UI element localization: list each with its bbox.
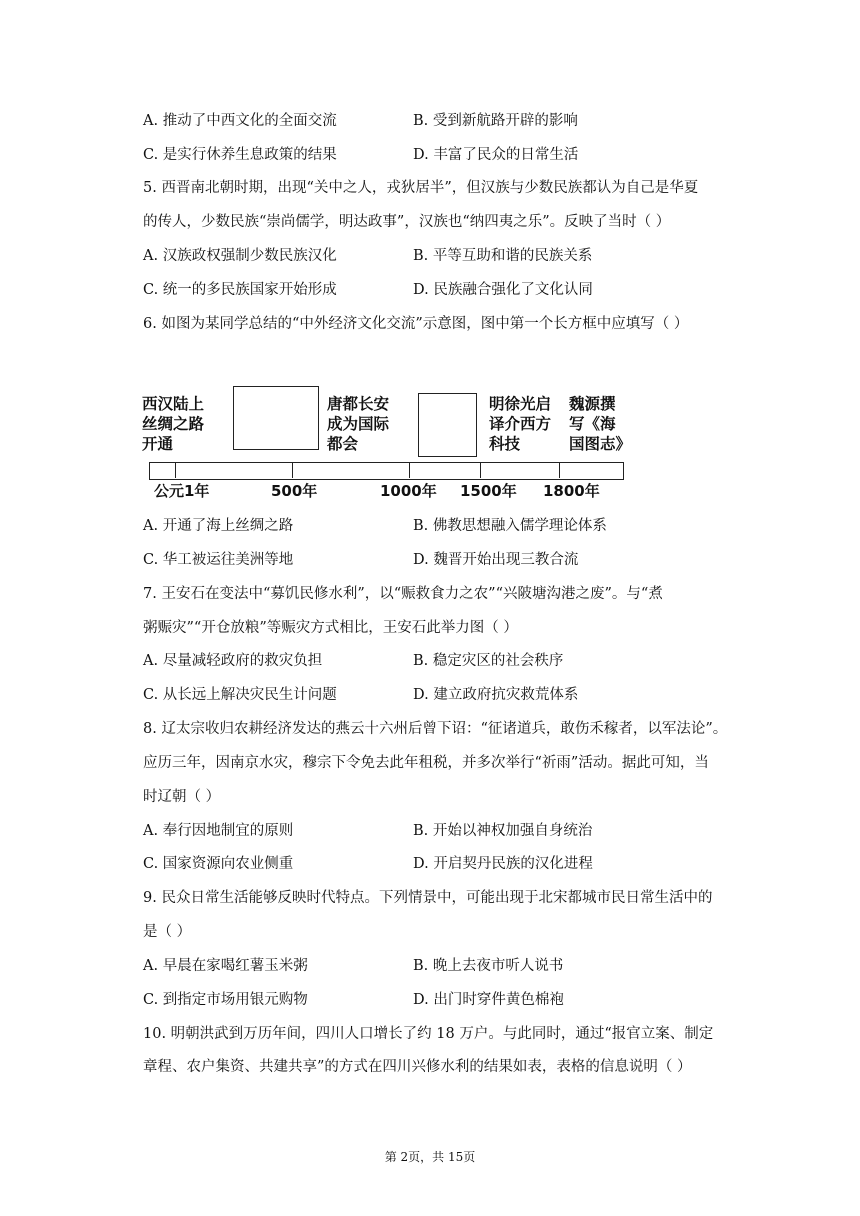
q5-option-c: C. 统一的多民族国家开始形成 xyxy=(143,282,337,298)
timeline-tick-label-500: 500年 xyxy=(271,482,318,500)
q7-option-c: C. 从长远上解决灾民生计问题 xyxy=(143,687,337,703)
q9-stem-line2: 是（ ） xyxy=(143,924,192,940)
q5-option-a: A. 汉族政权强制少数民族汉化 xyxy=(143,248,337,264)
q8-stem-line1: 8. 辽太宗收归农耕经济发达的燕云十六州后曾下诏：“征诸道兵，敢伤禾稼者，以军法论”。 xyxy=(143,721,728,737)
timeline-label-xu-guangqi: 明徐光启 译介西方 科技 xyxy=(489,395,552,453)
q8-option-c: C. 国家资源向农业侧重 xyxy=(143,856,294,872)
q8-option-a: A. 奉行因地制宜的原则 xyxy=(143,823,294,839)
timeline-tick-1000 xyxy=(409,462,410,478)
q6-option-b: B. 佛教思想融入儒学理论体系 xyxy=(413,518,607,534)
q9-option-c: C. 到指定市场用银元购物 xyxy=(143,992,308,1008)
timeline-tick-1500 xyxy=(480,462,481,478)
q7-stem-line2: 粥赈灾”“开仓放粮”等赈灾方式相比，王安石此举力图（ ） xyxy=(143,620,518,636)
timeline-label-changan: 唐都长安 成为国际 都会 xyxy=(327,395,390,453)
timeline-tick-label-1: 公元1年 xyxy=(154,482,210,500)
q6-option-a: A. 开通了海上丝绸之路 xyxy=(143,518,294,534)
blank-box-1 xyxy=(233,386,319,450)
q4-option-c: C. 是实行休养生息政策的结果 xyxy=(143,147,337,163)
timeline-tick-label-1800: 1800年 xyxy=(543,482,600,500)
q7-option-d: D. 建立政府抗灾救荒体系 xyxy=(413,687,579,703)
q4-option-d: D. 丰富了民众的日常生活 xyxy=(413,147,579,163)
q5-option-b: B. 平等互助和谐的民族关系 xyxy=(413,248,593,264)
q9-option-d: D. 出门时穿件黄色棉袍 xyxy=(413,992,564,1008)
q6-option-c: C. 华工被运往美洲等地 xyxy=(143,552,294,568)
q9-option-b: B. 晚上去夜市听人说书 xyxy=(413,958,564,974)
q10-stem-line2: 章程、农户集资、共建共享”的方式在四川兴修水利的结果如表，表格的信息说明（ ） xyxy=(143,1059,692,1075)
q6-timeline-figure xyxy=(140,386,640,506)
q4-option-a: A. 推动了中西文化的全面交流 xyxy=(143,113,337,129)
timeline-tick-label-1500: 1500年 xyxy=(460,482,517,500)
q8-option-d: D. 开启契丹民族的汉化进程 xyxy=(413,856,593,872)
q5-stem-line1: 5. 西晋南北朝时期，出现“关中之人，戎狄居半”，但汉族与少数民族都认为自己是华夏 xyxy=(143,180,699,196)
q7-option-b: B. 稳定灾区的社会秩序 xyxy=(413,653,564,669)
timeline-tick-label-1000: 1000年 xyxy=(380,482,437,500)
timeline-label-wei-yuan: 魏源撰 写《海 国图志》 xyxy=(569,395,632,453)
q5-option-d: D. 民族融合强化了文化认同 xyxy=(413,282,593,298)
q8-option-b: B. 开始以神权加强自身统治 xyxy=(413,823,593,839)
q9-stem-line1: 9. 民众日常生活能够反映时代特点。下列情景中，可能出现于北宋都城市民日常生活中的 xyxy=(143,890,713,906)
q5-stem-line2: 的传人，少数民族“崇尚儒学，明达政事”，汉族也“纳四夷之乐”。反映了当时（ ） xyxy=(143,214,671,230)
timeline-tick-1 xyxy=(175,462,176,478)
q7-option-a: A. 尽量减轻政府的救灾负担 xyxy=(143,653,323,669)
timeline-tick-500 xyxy=(292,462,293,478)
q6-stem-line1: 6. 如图为某同学总结的“中外经济文化交流”示意图，图中第一个长方框中应填写（ ） xyxy=(143,316,689,332)
q8-stem-line2: 应历三年，因南京水灾，穆宗下令免去此年租税，并多次举行“祈雨”活动。据此可知，当 xyxy=(143,755,709,771)
q9-option-a: A. 早晨在家喝红薯玉米粥 xyxy=(143,958,308,974)
q6-option-d: D. 魏晋开始出现三教合流 xyxy=(413,552,579,568)
blank-box-2 xyxy=(418,393,477,457)
timeline-axis xyxy=(149,462,624,480)
q8-stem-line3: 时辽朝（ ） xyxy=(143,789,221,805)
q4-option-b: B. 受到新航路开辟的影响 xyxy=(413,113,578,129)
q7-stem-line1: 7. 王安石在变法中“募饥民修水利”，以“赈救食力之农”“兴陂塘沟港之废”。与“煮 xyxy=(143,586,663,602)
page-footer: 第 2页，共 15页 xyxy=(384,1150,476,1164)
timeline-label-silk-road: 西汉陆上 丝绸之路 开通 xyxy=(142,395,205,453)
q10-stem-line1: 10. 明朝洪武到万历年间，四川人口增长了约 18 万户。与此同时，通过“报官立案、制定 xyxy=(143,1026,714,1042)
timeline-tick-1800 xyxy=(559,462,560,478)
